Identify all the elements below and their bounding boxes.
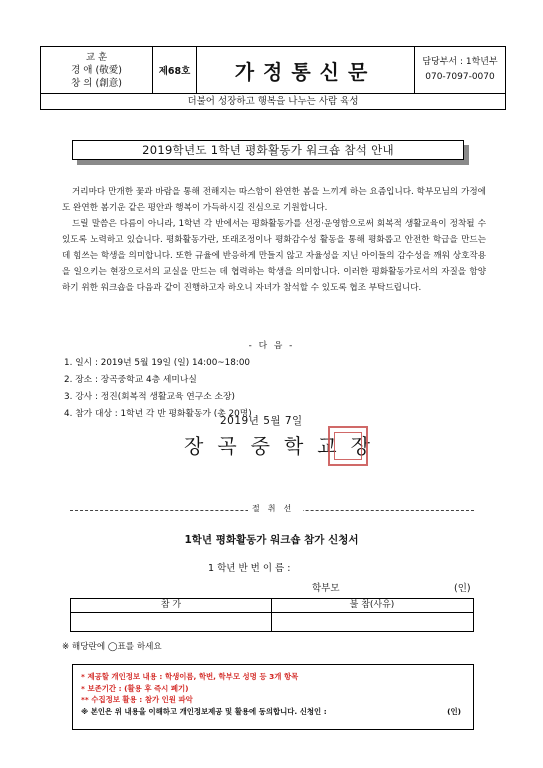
newsletter-header bbox=[40, 46, 506, 94]
body-paragraph-2: 드릴 말씀은 다름이 아니라, 1학년 각 반에서는 평화활동가를 선정·운영함으로써 회복적 생활교육이 정착될 수 있도록 노력하고 있습니다. 평화활동가란, 또래조정이나 평화감수성 활동을 통해 평화롭고 안전한 학급을 만드는 데 힘쓰는 학생을 의미합니다. 또한 규율에 반응하게 만들지 않고 자율성을 지닌 아이들의 감수성을 깨워 상호작용을 일으키는 현장으로서의 교실을 만드는 데 협력하는 학생을 의미합니다. 이러한 평화활동가로서의 자질을 함양하기 위한 워크숍을 다음과 같이 진행하고자 하오니 자녀가 참석할 수 있도록 협조 부탁드립니다. bbox=[62, 219, 486, 293]
detail-item-participants: 4. 참가 대상 : 1학년 각 반 평화활동가 (총 20명) bbox=[64, 409, 252, 419]
privacy-consent-box bbox=[72, 664, 474, 730]
detail-item-date: 1. 일시 : 2019년 5월 19일 (일) 14:00~18:00 bbox=[64, 358, 251, 368]
attend-column-header: 참 가 bbox=[71, 599, 271, 613]
absent-column-header: 불 참(사유) bbox=[271, 599, 473, 613]
table-divider bbox=[271, 599, 272, 631]
privacy-consent-statement bbox=[81, 706, 465, 718]
department-phone: 070-7097-0070 bbox=[425, 72, 495, 82]
motto-line: 창 의 (創意) bbox=[71, 77, 122, 89]
application-title: 1학년 평화활동가 워크숍 참가 신청서 bbox=[184, 534, 359, 546]
detail-item-lecturer: 3. 강사 : 정진(회복적 생활교육 연구소 소장) bbox=[64, 392, 235, 402]
applicant-seal-mark: (인) bbox=[447, 706, 461, 716]
notice-title: 2019학년도 1학년 평화활동가 워크숍 참석 안내 bbox=[72, 140, 464, 160]
privacy-usage: ** 수집정보 활용 : 참가 인원 파악 bbox=[81, 695, 193, 704]
newsletter-title: 가정통신문 bbox=[197, 47, 415, 93]
motto-line: 경 애 (敬愛) bbox=[71, 64, 122, 76]
issue-date: 2019년 5월 7일 bbox=[220, 415, 303, 427]
notice-heading: - 다 음 - bbox=[248, 341, 295, 351]
department-name: 담당부서 : 1학년부 bbox=[422, 57, 498, 67]
attendance-table bbox=[70, 598, 474, 632]
student-info-line: 1 학년 반 번 이 름 : bbox=[208, 563, 291, 574]
instruction-note: ※ 해당란에 ◯표를 하세요 bbox=[62, 642, 162, 652]
parent-seal-mark: (인) bbox=[454, 583, 471, 594]
body-paragraph-1: 거리마다 만개한 꽃과 바람을 통해 전해지는 따스함이 완연한 봄을 느끼게 하는 요즘입니다. 학부모님의 가정에도 완연한 봄기운 같은 평안과 행복이 가득하시길 진심으로 기원합니다. bbox=[62, 187, 486, 213]
privacy-retention: * 보존기간 : (활용 후 즉시 폐기) bbox=[81, 683, 189, 693]
principal-signature: 장곡중학교장 bbox=[184, 434, 384, 458]
consent-text: ※ 본인은 위 내용을 이해하고 개인정보제공 및 활용에 동의합니다. 신청인 : bbox=[81, 706, 327, 716]
school-motto bbox=[41, 47, 153, 93]
cut-line-label: 절취선 bbox=[248, 503, 303, 514]
privacy-item: * 제공할 개인정보 내용 : 학생이름, 학번, 학부모 성명 등 3개 항목 bbox=[81, 672, 299, 681]
motto-line: 교 훈 bbox=[85, 51, 108, 63]
parent-label: 학부모 bbox=[312, 583, 340, 594]
detail-item-place: 2. 장소 : 장곡중학교 4층 세미나실 bbox=[64, 375, 197, 385]
department-info bbox=[415, 47, 505, 93]
school-seal bbox=[328, 426, 368, 466]
school-slogan: 더불어 성장하고 행복을 나누는 사람 육성 bbox=[40, 94, 506, 110]
issue-number: 제68호 bbox=[153, 47, 197, 93]
